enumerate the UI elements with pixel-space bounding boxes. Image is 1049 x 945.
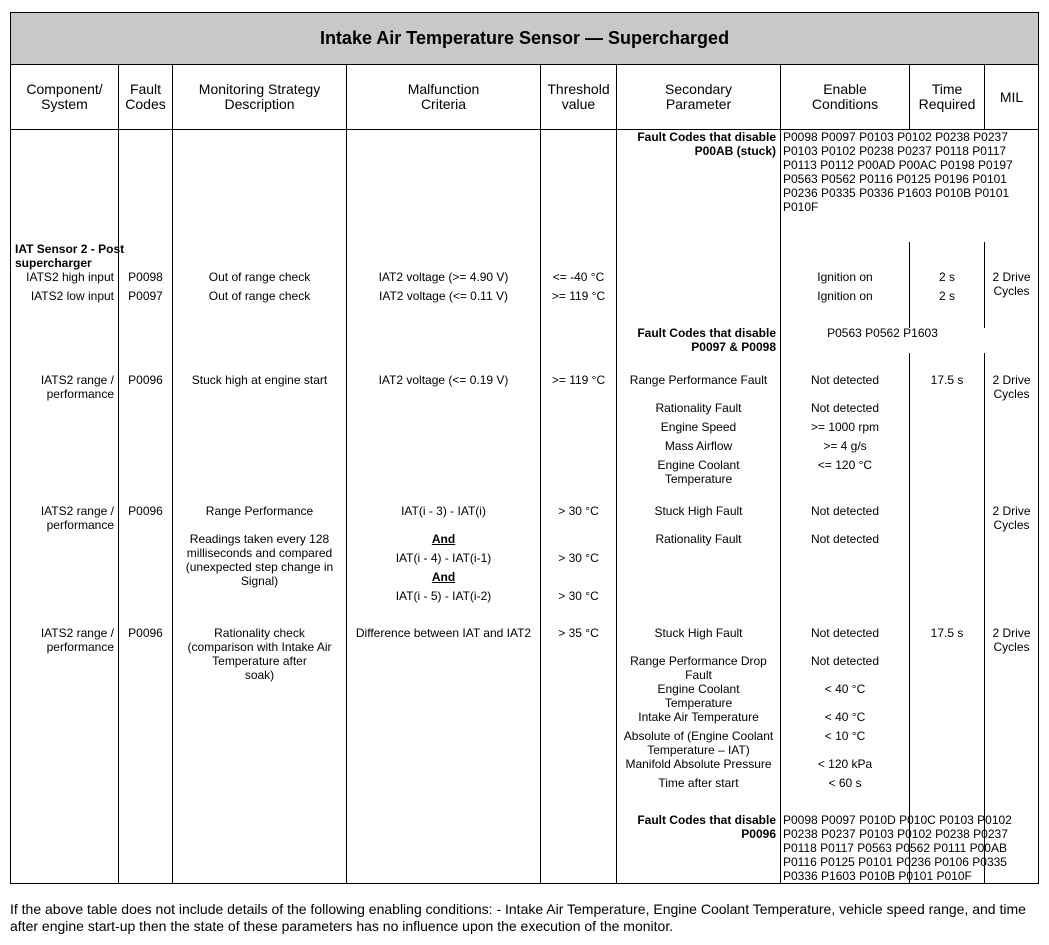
column-divider [172,65,173,883]
header-threshold: Threshold value [547,81,610,112]
header-enable: Enable Conditions [811,81,879,112]
secondary-param: Stuck High Fault [654,626,743,640]
table-title: Intake Air Temperature Sensor — Supercharged [11,13,1038,65]
secondary-param: Range Performance Drop Fault [630,654,767,682]
high-low-mil: 2 Drive Cycles [992,270,1031,298]
enable-value: < 60 s [828,776,862,790]
column-divider [984,353,985,883]
disable-p0096-codes: P0098 P0097 P010D P010C P0103 P0102 P0238 P0237 P0103 P0102 P0238 P0237 P0118 P0117 P0563 P0562 P0111 P00AB P0116 P0125 P0101 P0236 P0106 P0335 P0336 P1603 P010B P0101 P010F [783,813,1012,883]
high-input-threshold: <= -40 °C [552,270,605,284]
low-input-time: 2 s [938,289,955,303]
low-input-component: IATS2 low input [30,289,114,303]
enable-value: < 40 °C [824,710,866,724]
header-mil: MIL [999,88,1024,105]
section-title: IAT Sensor 2 - Post supercharger [15,242,125,270]
range-perf-threshold-2: > 30 °C [558,551,599,565]
disable-p0097-codes: P0563 P0562 P1603 [827,326,938,340]
low-input-enable: Ignition on [817,289,873,303]
column-divider [346,65,347,883]
header-malfunction: Malfunction Criteria [407,81,480,112]
header-strategy: Monitoring Strategy Description [198,81,321,112]
rationality-code: P0096 [128,626,163,640]
stuck-high-time: 17.5 s [930,373,964,387]
secondary-param: Rationality Fault [655,532,742,546]
disable-p00ab-codes: P0098 P0097 P0103 P0102 P0238 P0237 P0103 P0102 P0238 P0237 P0118 P0117 P0113 P0112 P00AD P00AC P0198 P0197 P0563 P0562 P0116 P0125 P0196 P0101 P0236 P0335 P0336 P1603 P010B P0101 P010F [783,130,1013,214]
enable-value: Not detected [810,401,880,415]
high-input-time: 2 s [938,270,955,284]
secondary-param: Absolute of (Engine Coolant Temperature – IAT) [623,729,774,757]
low-input-strategy: Out of range check [208,289,311,303]
stuck-high-mil: 2 Drive Cycles [992,373,1031,401]
range-perf-criteria-3: IAT(i - 5) - IAT(i-2) [395,589,492,603]
range-perf-component: IATS2 range / performance [40,504,114,532]
low-input-criteria: IAT2 voltage (<= 0.11 V) [379,289,508,303]
header-fault-codes: Fault Codes [125,81,166,112]
range-perf-threshold-3: > 30 °C [558,589,599,603]
footnote: If the above table does not include details of the following enabling conditions: - Intake Air Temperature, Engine Coolant Temperature, vehicle speed range, and time after engine start-up then the state of these parameters has no influence upon the execution of the monitor. [10,901,1026,934]
rationality-criteria: Difference between IAT and IAT2 [355,626,532,640]
stuck-high-strategy: Stuck high at engine start [191,373,328,387]
secondary-param: Intake Air Temperature [638,710,759,724]
stuck-high-criteria: IAT2 voltage (<= 0.19 V) [378,373,509,387]
column-divider [118,65,119,883]
column-divider [909,242,910,328]
enable-value: Not detected [810,504,880,518]
range-perf-criteria-2: IAT(i - 4) - IAT(i-1) [395,551,492,565]
enable-value: < 120 kPa [817,757,873,771]
secondary-param: Range Performance Fault [629,373,768,387]
header-row [11,65,1038,130]
range-perf-mil: 2 Drive Cycles [992,504,1031,532]
secondary-param: Mass Airflow [664,439,733,453]
disable-p0096-label: Fault Codes that disable P0096 [637,813,776,841]
column-divider [909,353,910,883]
stuck-high-code: P0096 [128,373,163,387]
enable-value: Not detected [810,373,880,387]
high-input-code: P0098 [128,270,163,284]
enable-value: >= 1000 rpm [810,420,880,434]
high-input-strategy: Out of range check [208,270,311,284]
column-divider [984,65,985,129]
enable-value: <= 120 °C [817,458,873,472]
secondary-param: Engine Coolant Temperature [657,682,740,710]
enable-value: < 10 °C [824,729,866,743]
high-input-criteria: IAT2 voltage (>= 4.90 V) [378,270,509,284]
column-divider [909,65,910,129]
stuck-high-threshold: >= 119 °C [551,373,606,387]
range-perf-strategy: Range Performance [205,504,314,518]
enable-value: >= 4 g/s [823,439,867,453]
enable-value: Not detected [810,626,880,640]
stuck-high-component: IATS2 range / performance [40,373,114,401]
secondary-param: Rationality Fault [655,401,742,415]
secondary-param: Engine Speed [660,420,737,434]
low-input-threshold: >= 119 °C [551,289,606,303]
enable-value: Not detected [810,654,880,668]
disable-p0097-label: Fault Codes that disable P0097 & P0098 [637,326,776,354]
secondary-param: Stuck High Fault [654,504,743,518]
range-perf-strategy-note: Readings taken every 128 milliseconds and compared (unexpected step change in Signal) [185,532,334,588]
rationality-strategy: Rationality check (comparison with Intake Air Temperature after soak) [187,626,332,682]
high-input-enable: Ignition on [817,270,873,284]
range-perf-code: P0096 [128,504,163,518]
secondary-param: Time after start [658,776,739,790]
disable-p00ab-label: Fault Codes that disable P00AB (stuck) [637,130,776,158]
rationality-time: 17.5 s [930,626,964,640]
secondary-param: Engine Coolant Temperature [657,458,740,486]
column-divider [540,65,541,883]
rationality-threshold: > 35 °C [558,626,599,640]
header-secondary: Secondary Parameter [665,81,732,112]
high-input-component: IATS2 high input [26,270,114,284]
header-component: Component/ System [26,81,103,112]
diagnostic-table [10,12,1039,884]
header-time: Time Required [918,81,976,112]
range-perf-and-2: And [431,570,456,584]
secondary-param: Manifold Absolute Pressure [625,757,772,771]
enable-value: < 40 °C [824,682,866,696]
rationality-mil: 2 Drive Cycles [992,626,1031,654]
rationality-component: IATS2 range / performance [40,626,114,654]
range-perf-and-1: And [431,532,456,546]
enable-value: Not detected [810,532,880,546]
low-input-code: P0097 [128,289,163,303]
range-perf-criteria-1: IAT(i - 3) - IAT(i) [401,504,486,518]
range-perf-threshold-1: > 30 °C [558,504,599,518]
